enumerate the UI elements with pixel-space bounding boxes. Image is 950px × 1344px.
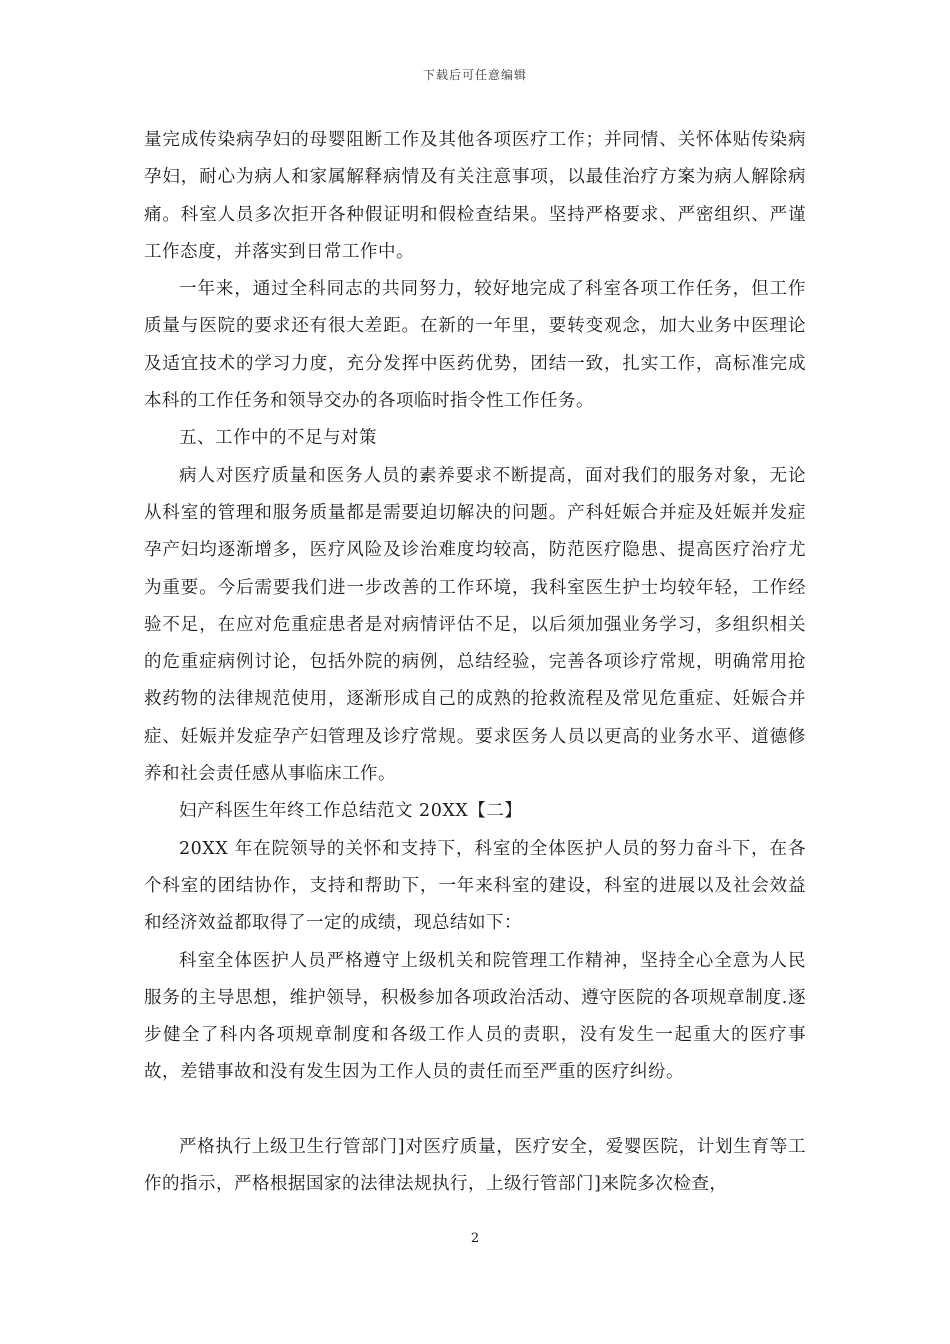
paragraph: 严格执行上级卫生行管部门]对医疗质量，医疗安全，爱婴医院，计划生育等工作的指示，严格根据国家的法律法规执行，上级行管部门]来院多次检查， [144, 1136, 806, 1195]
paragraph-continuation: 量完成传染病孕妇的母婴阻断工作及其他各项医疗工作；并同情、关怀体贴传染病孕妇，耐心为病人和家属解释病情及有关注意事项，以最佳治疗方案为病人解除病痛。科室人员多次拒开各种假证明和假检查结果。坚持严格要求、严密组织、严谨工作态度，并落实到日常工作中。 [144, 130, 806, 262]
paragraph: 20XX 年在院领导的关怀和支持下，科室的全体医护人员的努力奋斗下，在各个科室的团结协作，支持和帮助下，一年来科室的建设，科室的进展以及社会效益和经济效益都取得了一定的成绩，现总结如下： [144, 838, 806, 934]
article-title: 妇产科医生年终工作总结范文 20XX【二】 [179, 801, 523, 822]
page-number: 2 [470, 1231, 480, 1246]
document-body [144, 122, 806, 1203]
section-heading: 五、工作中的不足与对策 [179, 428, 377, 449]
paragraph: 一年来，通过全科同志的共同努力，较好地完成了科室各项工作任务，但工作质量与医院的要求还有很大差距。在新的一年里，要转变观念，加大业务中医理论及适宜技术的学习力度，充分发挥中医药优势，团结一致，扎实工作，高标准完成本科的工作任务和领导交办的各项临时指令性工作任务。 [144, 279, 806, 412]
paragraph: 病人对医疗质量和医务人员的素养要求不断提高，面对我们的服务对象，无论从科室的管理和服务质量都是需要迫切解决的问题。产科妊娠合并症及妊娠并发症孕产妇均逐渐增多，医疗风险及诊治难度均较高，防范医疗隐患、提高医疗治疗尤为重要。今后需要我们进一步改善的工作环境，我科室医生护士均较年轻，工作经验不足，在应对危重症患者是对病情评估不足，以后须加强业务学习，多组织相关的危重症病例讨论，包括外院的病例，总结经验，完善各项诊疗常规，明确常用抢救药物的法律规范使用，逐渐形成自己的成熟的抢救流程及常见危重症、妊娠合并症、妊娠并发症孕产妇管理及诊疗常规。要求医务人员以更高的业务水平、道德修养和社会责任感从事临床工作。 [144, 465, 806, 785]
page-header: 下载后可任意编辑 [422, 68, 527, 82]
paragraph: 科室全体医护人员严格遵守上级机关和院管理工作精神，坚持全心全意为人民服务的主导思想，维护领导，积极参加各项政治活动、遵守医院的各项规章制度.逐步健全了科内各项规章制度和各级工作人员的责职，没有发生一起重大的医疗事故，差错事故和没有发生因为工作人员的责任而至严重的医疗纠纷。 [144, 950, 806, 1083]
